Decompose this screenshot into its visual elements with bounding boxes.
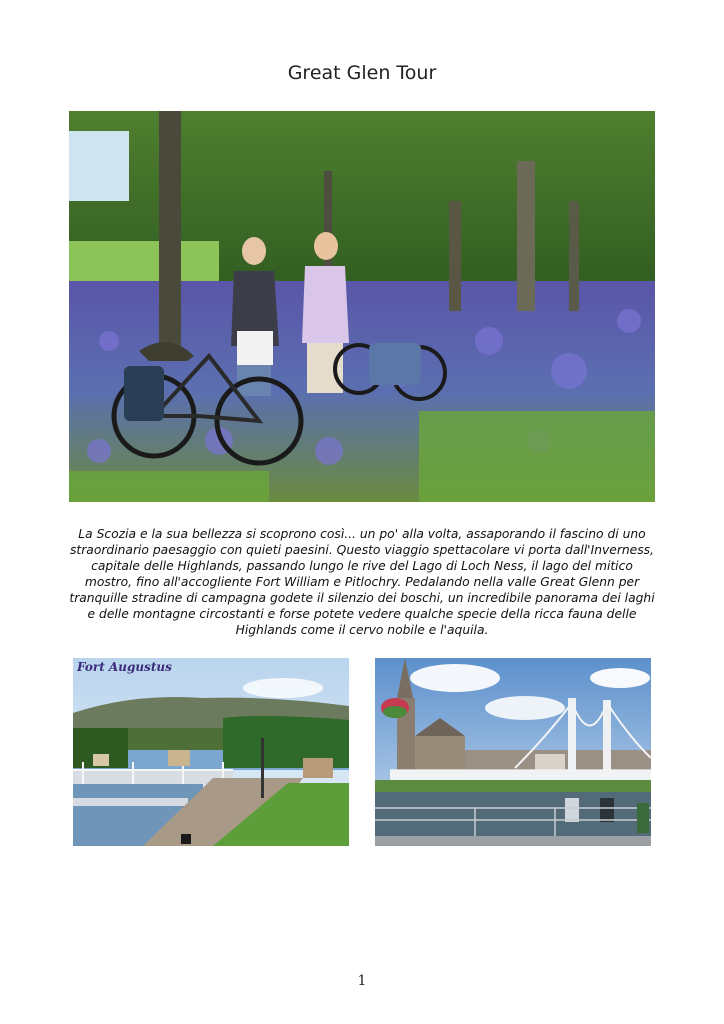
page-title: Great Glen Tour [287, 62, 437, 84]
fort-augustus-label: Fort Augustus [77, 660, 172, 674]
cyclists-bluebell-woods-image [69, 111, 655, 502]
cyclists-bluebell-woods-photo [69, 111, 655, 502]
fort-augustus-photo [73, 658, 349, 846]
inverness-bridge-image [375, 658, 651, 846]
inverness-bridge-photo [375, 658, 651, 846]
fort-augustus-image [73, 658, 349, 846]
tour-description: La Scozia e la sua bellezza si scoprono così... un po' alla volta, assaporando il fascino di uno straordinario paesaggio con quieti paesini. Questo viaggio spettacolare vi porta dall'Inverness, capitale delle Highlands, passando lungo le rive del Lago di Loch Ness, il lago del mitico mostro, fino all'accogliente Fort William e Pitlochry. Pedalando nella valle Great Glenn per tranquille stradine di campagna godete il silenzio dei boschi, un incredibile panorama dei laghi e delle montagne circostanti e forse potete vedere qualche specie della ricca fauna delle Highlands come il cervo nobile e l'aquila. [69, 527, 655, 637]
page-number: 1 [357, 973, 367, 989]
